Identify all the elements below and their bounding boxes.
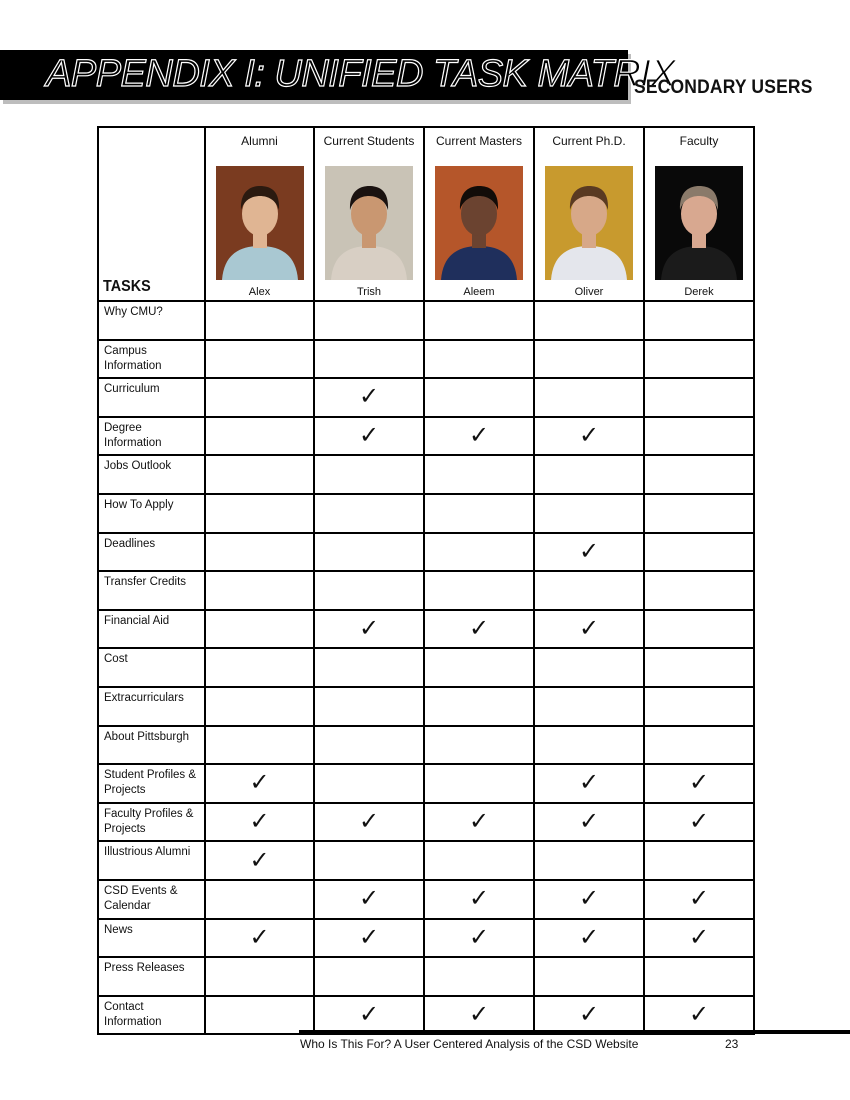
matrix-cell (534, 648, 644, 687)
matrix-cell (314, 533, 424, 572)
matrix-cell (314, 764, 424, 803)
section-subtitle: SECONDARY USERS (634, 77, 813, 98)
matrix-cell (424, 726, 534, 765)
checkmark-icon: ✓ (688, 885, 710, 913)
matrix-cell (644, 996, 754, 1035)
table-row (98, 687, 754, 726)
table-row (98, 764, 754, 803)
matrix-cell (644, 417, 754, 456)
task-matrix-table (97, 126, 755, 1035)
table-row (98, 726, 754, 765)
matrix-cell (644, 533, 754, 572)
matrix-cell (644, 687, 754, 726)
matrix-cell (314, 957, 424, 996)
matrix-cell (314, 687, 424, 726)
persona-group-label: Alumni (241, 134, 278, 148)
matrix-cell (314, 610, 424, 649)
tasks-header-cell (98, 127, 205, 301)
task-label: Illustrious Alumni (98, 841, 205, 880)
matrix-cell (534, 996, 644, 1035)
matrix-cell (534, 340, 644, 379)
matrix-body (98, 301, 754, 1034)
page-title: APPENDIX I: UNIFIED TASK MATRIX (46, 53, 676, 95)
matrix-cell (644, 455, 754, 494)
matrix-cell (314, 803, 424, 842)
task-label: CSD Events & Calendar (98, 880, 205, 919)
task-label: Contact Information (98, 996, 205, 1035)
table-row (98, 533, 754, 572)
matrix-cell (424, 764, 534, 803)
persona-photo (545, 166, 633, 280)
matrix-cell (534, 301, 644, 340)
matrix-cell (534, 841, 644, 880)
persona-name: Alex (248, 286, 271, 298)
task-label: How To Apply (98, 494, 205, 533)
task-label: Cost (98, 648, 205, 687)
matrix-cell (534, 687, 644, 726)
checkmark-icon: ✓ (468, 422, 490, 450)
checkmark-icon: ✓ (578, 885, 600, 913)
matrix-cell (205, 764, 314, 803)
checkmark-icon: ✓ (578, 923, 600, 951)
matrix-cell (314, 494, 424, 533)
matrix-cell (644, 803, 754, 842)
matrix-cell (644, 841, 754, 880)
task-label: Why CMU? (98, 301, 205, 340)
persona-photo (216, 166, 304, 280)
checkmark-icon: ✓ (468, 923, 490, 951)
matrix-cell (205, 340, 314, 379)
checkmark-icon: ✓ (578, 615, 600, 643)
matrix-cell (644, 571, 754, 610)
checkmark-icon: ✓ (249, 923, 270, 951)
matrix-header-row (98, 127, 754, 301)
table-row (98, 841, 754, 880)
matrix-cell (534, 919, 644, 958)
matrix-cell (644, 610, 754, 649)
table-row (98, 378, 754, 417)
page-number: 23 (725, 1037, 739, 1051)
checkmark-icon: ✓ (358, 808, 380, 836)
task-label: Student Profiles & Projects (98, 764, 205, 803)
matrix-cell (644, 340, 754, 379)
persona-group-label: Current Ph.D. (552, 134, 626, 148)
matrix-cell (534, 610, 644, 649)
matrix-cell (314, 726, 424, 765)
matrix-cell (205, 610, 314, 649)
table-row (98, 919, 754, 958)
matrix-cell (205, 378, 314, 417)
task-label: News (98, 919, 205, 958)
matrix-cell (424, 687, 534, 726)
persona-group-label: Current Masters (435, 134, 523, 148)
matrix-cell (424, 957, 534, 996)
matrix-cell (534, 571, 644, 610)
matrix-cell (644, 301, 754, 340)
table-row (98, 571, 754, 610)
table-row (98, 494, 754, 533)
tasks-header-label: TASKS (103, 278, 151, 295)
persona-header-cell (205, 127, 314, 301)
matrix-cell (314, 996, 424, 1035)
matrix-cell (314, 378, 424, 417)
checkmark-icon: ✓ (688, 808, 710, 836)
matrix-cell (205, 880, 314, 919)
matrix-cell (314, 571, 424, 610)
matrix-cell (644, 957, 754, 996)
checkmark-icon: ✓ (468, 885, 490, 913)
checkmark-icon: ✓ (358, 885, 380, 913)
persona-photo (325, 166, 413, 280)
checkmark-icon: ✓ (688, 769, 710, 797)
persona-name: Derek (684, 286, 714, 298)
checkmark-icon: ✓ (249, 769, 270, 797)
matrix-cell (424, 919, 534, 958)
matrix-cell (424, 648, 534, 687)
checkmark-icon: ✓ (358, 923, 380, 951)
matrix-cell (534, 455, 644, 494)
table-row (98, 803, 754, 842)
matrix-cell (534, 378, 644, 417)
matrix-cell (424, 841, 534, 880)
matrix-cell (205, 919, 314, 958)
matrix-cell (424, 301, 534, 340)
matrix-cell (205, 571, 314, 610)
persona-header-cell (424, 127, 534, 301)
table-row (98, 301, 754, 340)
checkmark-icon: ✓ (468, 615, 490, 643)
matrix-cell (205, 494, 314, 533)
matrix-cell (314, 301, 424, 340)
matrix-cell (424, 494, 534, 533)
task-label: Transfer Credits (98, 571, 205, 610)
persona-photo (435, 166, 523, 280)
matrix-cell (314, 417, 424, 456)
table-row (98, 880, 754, 919)
matrix-cell (534, 803, 644, 842)
matrix-cell (314, 648, 424, 687)
matrix-cell (205, 648, 314, 687)
table-row (98, 648, 754, 687)
task-label: Deadlines (98, 533, 205, 572)
task-label: Financial Aid (98, 610, 205, 649)
checkmark-icon: ✓ (578, 769, 600, 797)
matrix-cell (314, 880, 424, 919)
matrix-cell (424, 340, 534, 379)
matrix-cell (424, 417, 534, 456)
checkmark-icon: ✓ (688, 923, 710, 951)
matrix-cell (314, 841, 424, 880)
matrix-cell (644, 764, 754, 803)
matrix-cell (644, 494, 754, 533)
matrix-cell (534, 764, 644, 803)
task-label: About Pittsburgh (98, 726, 205, 765)
persona-name: Aleem (463, 286, 495, 298)
persona-header-cell (314, 127, 424, 301)
matrix-cell (205, 417, 314, 456)
table-row (98, 340, 754, 379)
matrix-cell (205, 841, 314, 880)
checkmark-icon: ✓ (358, 1000, 380, 1028)
matrix-cell (424, 378, 534, 417)
matrix-cell (424, 880, 534, 919)
table-row (98, 455, 754, 494)
matrix-cell (534, 417, 644, 456)
task-label: Curriculum (98, 378, 205, 417)
task-label: Press Releases (98, 957, 205, 996)
persona-header-cell (534, 127, 644, 301)
matrix-cell (314, 455, 424, 494)
matrix-cell (205, 301, 314, 340)
matrix-cell (205, 726, 314, 765)
matrix-cell (534, 726, 644, 765)
matrix-cell (534, 533, 644, 572)
checkmark-icon: ✓ (578, 422, 600, 450)
footer-text: Who Is This For? A User Centered Analysis of the CSD Website (300, 1037, 639, 1051)
persona-header-cell (644, 127, 754, 301)
matrix-cell (534, 880, 644, 919)
matrix-cell (314, 919, 424, 958)
footer-rule (299, 1030, 850, 1034)
task-label: Campus Information (98, 340, 205, 379)
matrix-cell (205, 455, 314, 494)
matrix-cell (205, 957, 314, 996)
matrix-cell (534, 957, 644, 996)
checkmark-icon: ✓ (578, 1000, 600, 1028)
matrix-cell (644, 726, 754, 765)
checkmark-icon: ✓ (249, 808, 270, 836)
matrix-cell (534, 494, 644, 533)
matrix-cell (644, 880, 754, 919)
persona-photo (655, 166, 743, 280)
matrix-cell (314, 340, 424, 379)
matrix-cell (644, 919, 754, 958)
task-label: Faculty Profiles & Projects (98, 803, 205, 842)
table-row (98, 610, 754, 649)
task-label: Jobs Outlook (98, 455, 205, 494)
table-row (98, 417, 754, 456)
task-label: Degree Information (98, 417, 205, 456)
matrix-cell (424, 610, 534, 649)
checkmark-icon: ✓ (688, 1000, 710, 1028)
table-row (98, 957, 754, 996)
checkmark-icon: ✓ (578, 808, 600, 836)
checkmark-icon: ✓ (578, 537, 600, 565)
matrix-cell (424, 533, 534, 572)
matrix-cell (424, 455, 534, 494)
persona-group-label: Current Students (323, 134, 415, 148)
persona-name: Oliver (574, 286, 604, 298)
checkmark-icon: ✓ (468, 1000, 490, 1028)
checkmark-icon: ✓ (358, 383, 380, 411)
task-label: Extracurriculars (98, 687, 205, 726)
checkmark-icon: ✓ (468, 808, 490, 836)
matrix-cell (205, 533, 314, 572)
matrix-cell (205, 687, 314, 726)
matrix-cell (644, 648, 754, 687)
checkmark-icon: ✓ (358, 422, 380, 450)
checkmark-icon: ✓ (358, 615, 380, 643)
matrix-cell (205, 996, 314, 1035)
persona-name: Trish (356, 286, 382, 298)
matrix-cell (424, 996, 534, 1035)
matrix-cell (424, 803, 534, 842)
table-row (98, 996, 754, 1035)
matrix-cell (424, 571, 534, 610)
matrix-cell (205, 803, 314, 842)
matrix-cell (644, 378, 754, 417)
persona-group-label: Faculty (679, 134, 719, 148)
checkmark-icon: ✓ (249, 846, 270, 874)
